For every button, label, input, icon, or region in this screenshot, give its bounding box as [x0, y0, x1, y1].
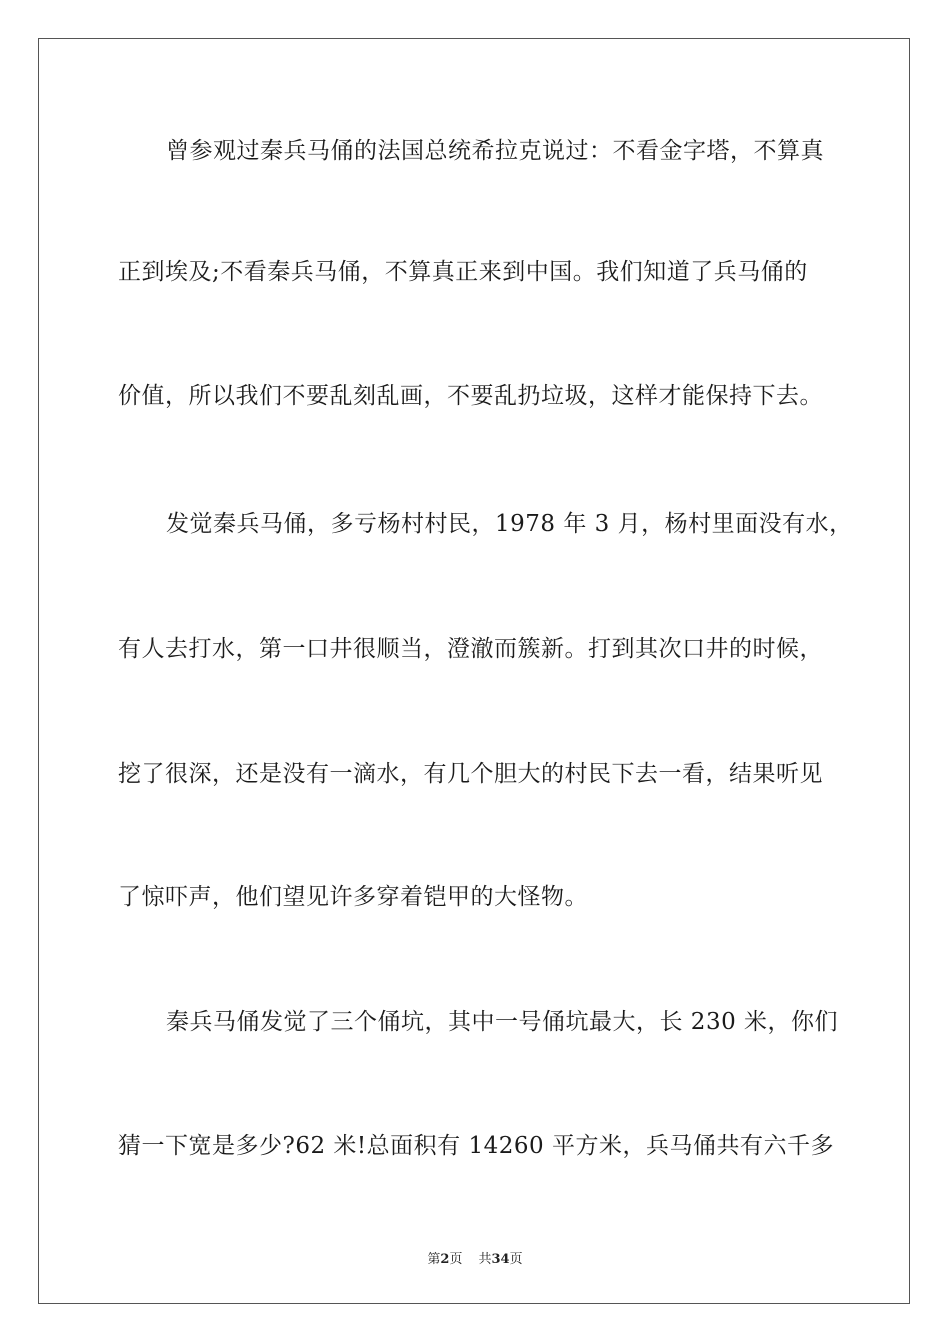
paragraph-2-line-1: 发觉秦兵马俑，多亏杨村村民，1978 年 3 月，杨村里面没有水，: [166, 511, 853, 537]
paragraph-3-line-2: 猜一下宽是多少?62 米!总面积有 14260 平方米，兵马俑共有六千多: [118, 1133, 834, 1159]
current-page-number: 2: [440, 1252, 450, 1267]
paragraph-2-line-2: 有人去打水，第一口井很顺当，澄澈而簇新。打到其次口井的时候，: [118, 636, 823, 662]
paragraph-1-line-2: 正到埃及;不看秦兵马俑，不算真正来到中国。我们知道了兵马俑的: [118, 259, 808, 285]
paragraph-1-line-3: 价值，所以我们不要乱刻乱画，不要乱扔垃圾，这样才能保持下去。: [118, 383, 823, 409]
page-border: [38, 38, 910, 1304]
total-label-prefix: 共: [478, 1252, 492, 1267]
page-footer: [0, 1248, 950, 1267]
paragraph-1-line-1: 曾参观过秦兵马俑的法国总统希拉克说过：不看金字塔，不算真: [166, 138, 824, 164]
paragraph-2-line-3: 挖了很深，还是没有一滴水，有几个胆大的村民下去一看，结果听见: [118, 761, 823, 787]
paragraph-3-line-1: 秦兵马俑发觉了三个俑坑，其中一号俑坑最大，长 230 米，你们: [166, 1009, 839, 1035]
page-label-prefix: 第: [427, 1252, 441, 1267]
total-page-count: 34: [491, 1252, 510, 1267]
paragraph-2-line-4: 了惊吓声，他们望见许多穿着铠甲的大怪物。: [118, 884, 588, 910]
total-label-suffix: 页: [509, 1252, 523, 1267]
page-label-suffix: 页: [449, 1252, 463, 1267]
